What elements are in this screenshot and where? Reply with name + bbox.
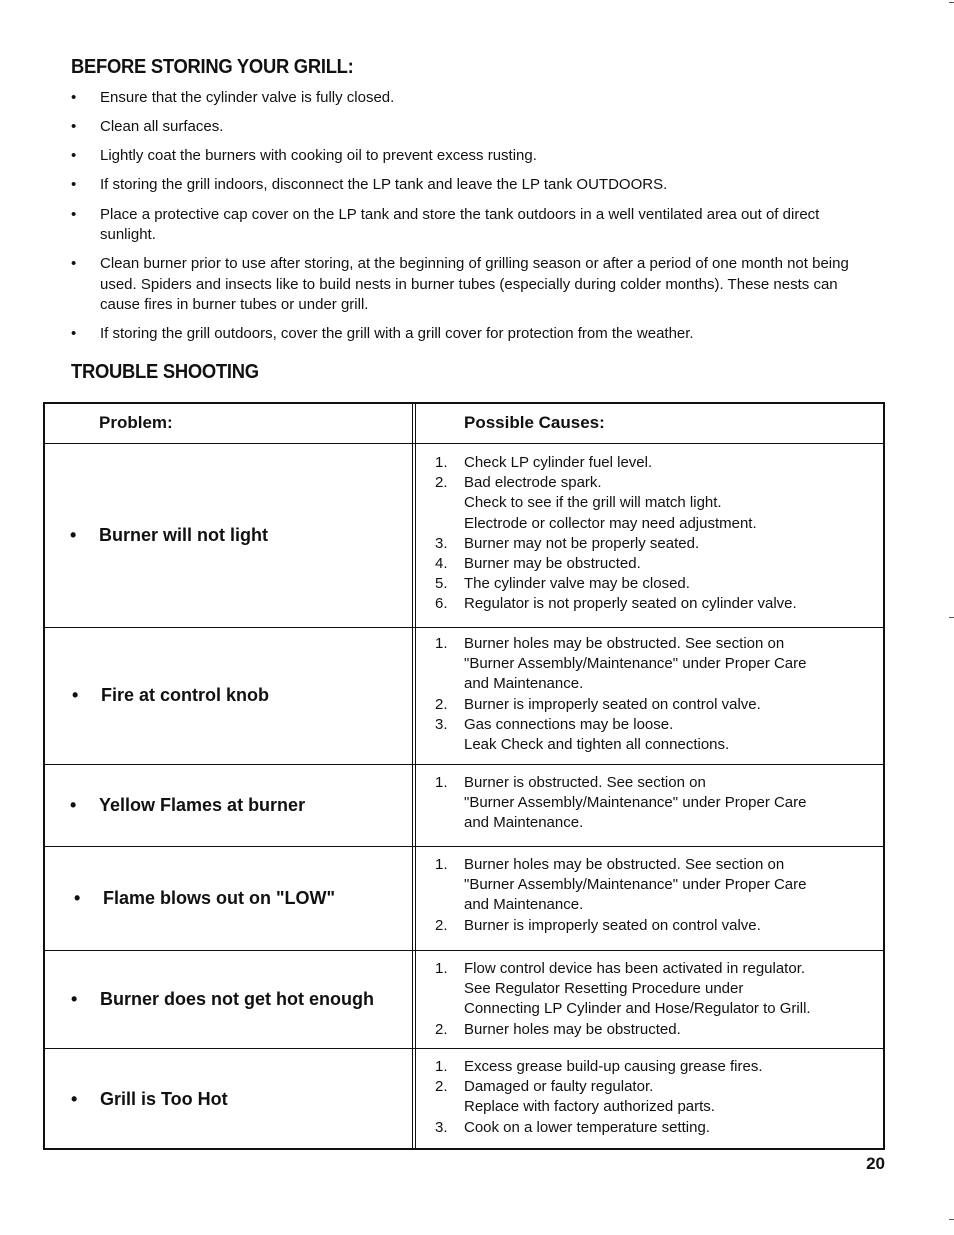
cause-number: 2. [435,1020,448,1038]
cause-line: See Regulator Resetting Procedure under [464,980,744,998]
problem-cell [70,764,410,846]
cause-number: 1. [435,635,448,652]
troubleshooting-heading: TROUBLE SHOOTING [71,361,259,383]
cause-line: "Burner Assembly/Maintenance" under Proper Care [464,876,807,894]
cause-line: Leak Check and tighten all connections. [464,736,730,754]
list-item: • Ensure that the cylinder valve is fully closed. [71,88,861,108]
cause-item [435,855,875,916]
crop-mark [949,617,954,618]
cause-item [435,1077,875,1117]
cause-line: Check to see if the grill will match light. [464,494,722,512]
problem-label: Yellow Flames at burner [99,794,306,815]
cause-item [435,574,875,594]
problem-label: Burner will not light [99,524,268,545]
list-item: • If storing the grill outdoors, cover the grill with a grill cover for protection from the weather. [71,324,861,344]
bullet-icon: • [70,794,77,815]
cause-line: and Maintenance. [464,896,584,914]
problem-column-header: Problem: [99,413,173,432]
cause-item [435,594,875,614]
cause-item [435,773,875,834]
cause-number: 5. [435,575,448,593]
problem-label: Grill is Too Hot [100,1088,228,1109]
list-item: • Clean burner prior to use after storing, at the beginning of grilling season or after a period of one month not being used. Spiders and insects like to build nests in burner tubes (especially during colder months). These nests can cause fires in burner tubes or under grill. [71,254,861,315]
cause-line: "Burner Assembly/Maintenance" under Proper Care [464,794,807,812]
cause-item [435,959,875,1020]
cause-item [435,554,875,574]
cause-line: Flow control device has been activated in regulator. [464,960,806,977]
bullet-icon: • [71,988,78,1009]
cause-line: Gas connections may be loose. [464,715,674,733]
crop-mark [949,2,954,3]
causes-cell [435,959,875,1040]
cause-line: and Maintenance. [464,814,584,832]
cause-number: 3. [435,715,448,733]
column-divider [412,404,416,1148]
list-item: • Lightly coat the burners with cooking oil to prevent excess rusting. [71,146,861,166]
cause-number: 6. [435,595,448,613]
bullet-icon: • [72,685,79,705]
cause-line: Electrode or collector may need adjustment. [464,514,757,532]
problem-cell [71,950,411,1048]
bullet-icon: • [70,524,77,545]
cause-line: Burner may not be properly seated. [464,534,700,552]
cause-line: Connecting LP Cylinder and Hose/Regulator to Grill. [464,1000,811,1018]
problem-cell [70,443,410,627]
cause-item [435,1057,875,1077]
causes-cell [435,1057,875,1138]
bullet-icon: • [74,887,81,908]
causes-column-header: Possible Causes: [464,413,605,432]
bullet-icon: • [71,1088,78,1109]
cause-number: 1. [435,454,448,471]
list-item: • Clean all surfaces. [71,117,861,137]
cause-item [435,1118,875,1138]
cause-item [435,534,875,554]
cause-item [435,695,875,715]
cause-line: Regulator is not properly seated on cylinder valve. [464,595,797,613]
cause-number: 1. [435,1058,448,1075]
problem-label: Fire at control knob [101,685,270,705]
cause-line: Burner holes may be obstructed. [464,1020,681,1038]
causes-cell [435,634,875,755]
list-item: • Place a protective cap cover on the LP tank and store the tank outdoors in a well ventilated area out of direct sunlight. [71,205,861,246]
cause-line: Excess grease build-up causing grease fires. [464,1058,763,1075]
problem-label: Flame blows out on "LOW" [103,887,336,908]
problem-cell [71,1048,411,1150]
problem-label: Burner does not get hot enough [100,988,374,1009]
causes-cell [435,773,875,834]
troubleshooting-table [43,402,885,1150]
cause-item [435,715,875,755]
cause-number: 1. [435,774,448,791]
cause-item [435,916,875,936]
cause-number: 3. [435,534,448,552]
cause-line: Burner is obstructed. See section on [464,774,706,791]
cause-line: Burner holes may be obstructed. See section on [464,635,785,652]
causes-cell [435,453,875,615]
cause-number: 3. [435,1118,448,1136]
cause-line: Burner may be obstructed. [464,555,641,573]
cause-item [435,1020,875,1040]
crop-mark [949,1219,954,1220]
cause-number: 2. [435,916,448,934]
cause-item [435,473,875,534]
cause-number: 2. [435,695,448,713]
cause-line: and Maintenance. [464,675,584,693]
cause-line: Check LP cylinder fuel level. [464,454,653,471]
cause-line: Burner is improperly seated on control valve. [464,695,761,713]
cause-number: 2. [435,474,448,492]
causes-cell [435,855,875,936]
cause-line: Burner holes may be obstructed. See section on [464,856,785,873]
cause-number: 1. [435,856,448,873]
storing-heading: BEFORE STORING YOUR GRILL: [71,56,354,78]
problem-cell [74,846,414,950]
storing-list [71,88,861,353]
cause-item [435,453,875,473]
cause-number: 4. [435,555,448,573]
list-item: • If storing the grill indoors, disconnect the LP tank and leave the LP tank OUTDOORS. [71,175,861,195]
cause-line: Replace with factory authorized parts. [464,1098,715,1116]
cause-line: Bad electrode spark. [464,474,602,492]
cause-line: Cook on a lower temperature setting. [464,1118,710,1136]
problem-cell [72,627,412,764]
cause-number: 2. [435,1078,448,1096]
cause-line: The cylinder valve may be closed. [464,575,690,593]
cause-number: 1. [435,960,448,977]
page-number: 20 [866,1154,885,1173]
cause-line: Damaged or faulty regulator. [464,1078,654,1096]
cause-item [435,634,875,695]
cause-line: Burner is improperly seated on control valve. [464,916,761,934]
cause-line: "Burner Assembly/Maintenance" under Proper Care [464,655,807,673]
